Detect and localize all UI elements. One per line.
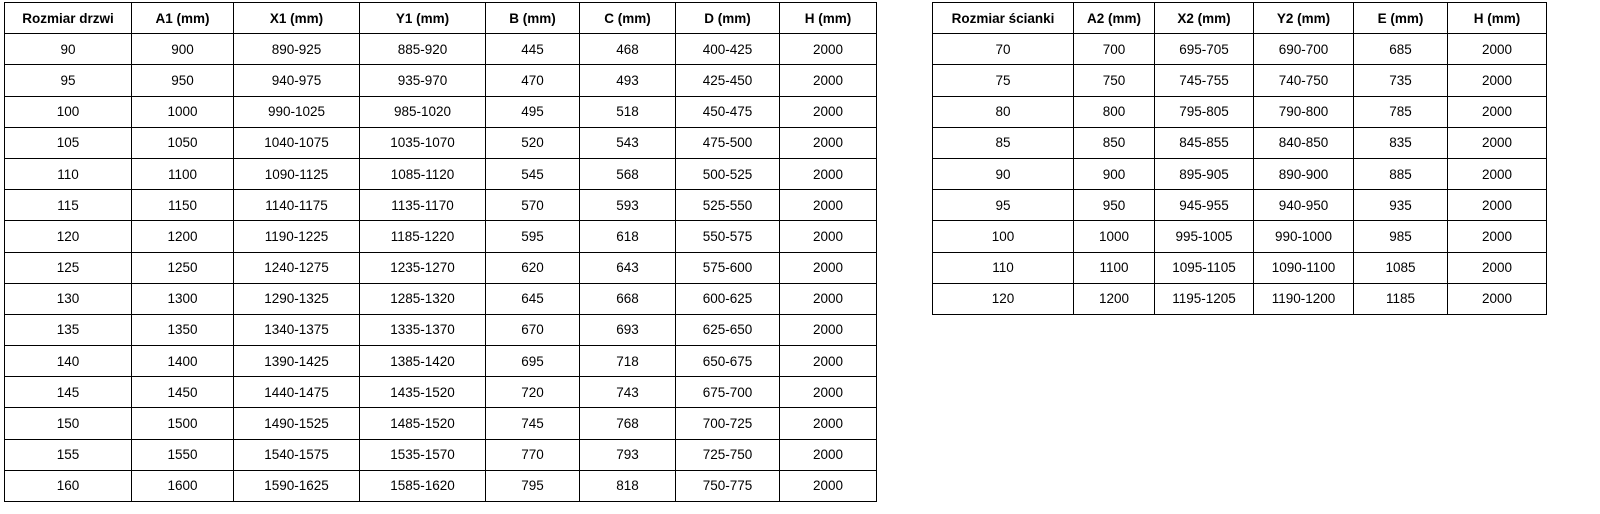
- wall-column-header: X2 (mm): [1155, 3, 1254, 34]
- wall-cell: 1100: [1074, 252, 1155, 283]
- table-row: [5, 221, 877, 252]
- door-cell: 400-425: [676, 34, 780, 65]
- door-cell: 445: [486, 34, 580, 65]
- door-cell: 725-750: [676, 439, 780, 470]
- wall-cell: 1090-1100: [1254, 252, 1354, 283]
- door-cell: 1550: [132, 439, 234, 470]
- door-cell: 1000: [132, 96, 234, 127]
- wall-cell: 750: [1074, 65, 1155, 96]
- table-row: [933, 127, 1547, 158]
- table-row: [933, 158, 1547, 189]
- wall-cell: 985: [1354, 221, 1448, 252]
- table-row: [933, 283, 1547, 314]
- door-column-header: B (mm): [486, 3, 580, 34]
- door-cell: 600-625: [676, 283, 780, 314]
- wall-cell: 840-850: [1254, 127, 1354, 158]
- door-cell: 625-650: [676, 314, 780, 345]
- door-cell: 720: [486, 377, 580, 408]
- wall-cell: 2000: [1448, 158, 1547, 189]
- door-cell: 2000: [780, 408, 877, 439]
- wall-cell: 110: [933, 252, 1074, 283]
- door-cell: 645: [486, 283, 580, 314]
- wall-cell: 685: [1354, 34, 1448, 65]
- wall-cell: 790-800: [1254, 96, 1354, 127]
- table-row: [5, 190, 877, 221]
- door-cell: 675-700: [676, 377, 780, 408]
- wall-column-header: E (mm): [1354, 3, 1448, 34]
- door-column-header: A1 (mm): [132, 3, 234, 34]
- door-cell: 1085-1120: [360, 158, 486, 189]
- door-cell: 900: [132, 34, 234, 65]
- wall-cell: 800: [1074, 96, 1155, 127]
- wall-cell: 740-750: [1254, 65, 1354, 96]
- door-cell: 145: [5, 377, 132, 408]
- door-cell: 160: [5, 470, 132, 501]
- table-row: [5, 283, 877, 314]
- table-row: [5, 377, 877, 408]
- door-cell: 2000: [780, 252, 877, 283]
- wall-cell: 695-705: [1155, 34, 1254, 65]
- door-cell: 545: [486, 158, 580, 189]
- door-cell: 105: [5, 127, 132, 158]
- wall-cell: 2000: [1448, 252, 1547, 283]
- wall-cell: 835: [1354, 127, 1448, 158]
- door-cell: 140: [5, 346, 132, 377]
- door-cell: 110: [5, 158, 132, 189]
- door-cell: 135: [5, 314, 132, 345]
- wall-cell: 100: [933, 221, 1074, 252]
- door-cell: 1200: [132, 221, 234, 252]
- door-cell: 1050: [132, 127, 234, 158]
- door-cell: 620: [486, 252, 580, 283]
- door-cell: 1150: [132, 190, 234, 221]
- wall-cell: 120: [933, 283, 1074, 314]
- door-cell: 793: [580, 439, 676, 470]
- door-cell: 1100: [132, 158, 234, 189]
- wall-column-header: Rozmiar ścianki: [933, 3, 1074, 34]
- door-cell: 890-925: [234, 34, 360, 65]
- door-cell: 990-1025: [234, 96, 360, 127]
- wall-cell: 795-805: [1155, 96, 1254, 127]
- door-cell: 500-525: [676, 158, 780, 189]
- door-cell: 1350: [132, 314, 234, 345]
- table-row: [5, 96, 877, 127]
- wall-cell: 735: [1354, 65, 1448, 96]
- table-row: [933, 252, 1547, 283]
- door-cell: 670: [486, 314, 580, 345]
- wall-panel-size-table: [932, 2, 1547, 315]
- door-cell: 1140-1175: [234, 190, 360, 221]
- wall-cell: 90: [933, 158, 1074, 189]
- door-cell: 2000: [780, 34, 877, 65]
- door-cell: 470: [486, 65, 580, 96]
- door-cell: 115: [5, 190, 132, 221]
- door-cell: 695: [486, 346, 580, 377]
- wall-cell: 2000: [1448, 190, 1547, 221]
- table-row: [933, 34, 1547, 65]
- door-cell: 770: [486, 439, 580, 470]
- door-cell: 818: [580, 470, 676, 501]
- wall-cell: 75: [933, 65, 1074, 96]
- door-cell: 595: [486, 221, 580, 252]
- door-cell: 130: [5, 283, 132, 314]
- door-cell: 1490-1525: [234, 408, 360, 439]
- door-cell: 2000: [780, 346, 877, 377]
- door-cell: 1035-1070: [360, 127, 486, 158]
- door-cell: 1340-1375: [234, 314, 360, 345]
- door-cell: 718: [580, 346, 676, 377]
- table-row: [5, 408, 877, 439]
- wall-cell: 1200: [1074, 283, 1155, 314]
- door-cell: 1135-1170: [360, 190, 486, 221]
- door-cell: 700-725: [676, 408, 780, 439]
- table-row: [5, 470, 877, 501]
- door-cell: 2000: [780, 439, 877, 470]
- wall-cell: 2000: [1448, 96, 1547, 127]
- table-row: [5, 127, 877, 158]
- door-cell: 475-500: [676, 127, 780, 158]
- table-header-row: [933, 3, 1547, 34]
- wall-cell: 2000: [1448, 127, 1547, 158]
- door-size-table: [4, 2, 877, 502]
- door-cell: 1390-1425: [234, 346, 360, 377]
- door-cell: 1190-1225: [234, 221, 360, 252]
- door-cell: 940-975: [234, 65, 360, 96]
- door-column-header: C (mm): [580, 3, 676, 34]
- door-cell: 2000: [780, 314, 877, 345]
- door-cell: 575-600: [676, 252, 780, 283]
- wall-cell: 70: [933, 34, 1074, 65]
- wall-cell: 785: [1354, 96, 1448, 127]
- door-cell: 520: [486, 127, 580, 158]
- wall-cell: 700: [1074, 34, 1155, 65]
- door-cell: 2000: [780, 65, 877, 96]
- table-row: [5, 346, 877, 377]
- door-cell: 1585-1620: [360, 470, 486, 501]
- wall-cell: 895-905: [1155, 158, 1254, 189]
- door-cell: 1300: [132, 283, 234, 314]
- table-row: [933, 221, 1547, 252]
- door-cell: 668: [580, 283, 676, 314]
- door-cell: 550-575: [676, 221, 780, 252]
- wall-cell: 2000: [1448, 221, 1547, 252]
- door-cell: 493: [580, 65, 676, 96]
- wall-column-header: H (mm): [1448, 3, 1547, 34]
- door-cell: 1185-1220: [360, 221, 486, 252]
- door-cell: 468: [580, 34, 676, 65]
- door-cell: 2000: [780, 470, 877, 501]
- door-cell: 450-475: [676, 96, 780, 127]
- door-cell: 543: [580, 127, 676, 158]
- wall-cell: 85: [933, 127, 1074, 158]
- wall-cell: 1000: [1074, 221, 1155, 252]
- door-cell: 2000: [780, 96, 877, 127]
- door-cell: 2000: [780, 377, 877, 408]
- door-column-header: Rozmiar drzwi: [5, 3, 132, 34]
- wall-cell: 900: [1074, 158, 1155, 189]
- wall-cell: 1185: [1354, 283, 1448, 314]
- wall-cell: 745-755: [1155, 65, 1254, 96]
- table-header-row: [5, 3, 877, 34]
- door-cell: 750-775: [676, 470, 780, 501]
- door-cell: 618: [580, 221, 676, 252]
- door-cell: 100: [5, 96, 132, 127]
- wall-cell: 2000: [1448, 283, 1547, 314]
- wall-cell: 845-855: [1155, 127, 1254, 158]
- table-row: [933, 96, 1547, 127]
- door-cell: 155: [5, 439, 132, 470]
- wall-cell: 1195-1205: [1155, 283, 1254, 314]
- door-cell: 95: [5, 65, 132, 96]
- door-cell: 1500: [132, 408, 234, 439]
- door-cell: 1335-1370: [360, 314, 486, 345]
- door-cell: 1540-1575: [234, 439, 360, 470]
- door-cell: 795: [486, 470, 580, 501]
- door-cell: 1600: [132, 470, 234, 501]
- door-cell: 1590-1625: [234, 470, 360, 501]
- wall-cell: 995-1005: [1155, 221, 1254, 252]
- door-cell: 1450: [132, 377, 234, 408]
- wall-cell: 935: [1354, 190, 1448, 221]
- door-cell: 743: [580, 377, 676, 408]
- door-column-header: D (mm): [676, 3, 780, 34]
- wall-cell: 95: [933, 190, 1074, 221]
- wall-cell: 2000: [1448, 65, 1547, 96]
- wall-cell: 1095-1105: [1155, 252, 1254, 283]
- door-column-header: H (mm): [780, 3, 877, 34]
- table-row: [933, 65, 1547, 96]
- table-row: [5, 252, 877, 283]
- door-cell: 2000: [780, 283, 877, 314]
- door-cell: 885-920: [360, 34, 486, 65]
- wall-cell: 2000: [1448, 34, 1547, 65]
- wall-cell: 1085: [1354, 252, 1448, 283]
- door-cell: 1485-1520: [360, 408, 486, 439]
- door-cell: 745: [486, 408, 580, 439]
- door-cell: 768: [580, 408, 676, 439]
- door-column-header: Y1 (mm): [360, 3, 486, 34]
- door-cell: 90: [5, 34, 132, 65]
- door-cell: 2000: [780, 158, 877, 189]
- wall-cell: 690-700: [1254, 34, 1354, 65]
- door-cell: 1040-1075: [234, 127, 360, 158]
- door-cell: 2000: [780, 190, 877, 221]
- wall-cell: 80: [933, 96, 1074, 127]
- wall-cell: 945-955: [1155, 190, 1254, 221]
- door-cell: 693: [580, 314, 676, 345]
- wall-cell: 1190-1200: [1254, 283, 1354, 314]
- door-cell: 570: [486, 190, 580, 221]
- door-cell: 1285-1320: [360, 283, 486, 314]
- wall-column-header: A2 (mm): [1074, 3, 1155, 34]
- door-cell: 1535-1570: [360, 439, 486, 470]
- door-cell: 120: [5, 221, 132, 252]
- wall-cell: 950: [1074, 190, 1155, 221]
- table-row: [5, 439, 877, 470]
- door-cell: 2000: [780, 127, 877, 158]
- wall-cell: 850: [1074, 127, 1155, 158]
- door-cell: 1440-1475: [234, 377, 360, 408]
- door-cell: 1385-1420: [360, 346, 486, 377]
- table-row: [5, 65, 877, 96]
- door-cell: 985-1020: [360, 96, 486, 127]
- wall-cell: 940-950: [1254, 190, 1354, 221]
- door-column-header: X1 (mm): [234, 3, 360, 34]
- wall-cell: 890-900: [1254, 158, 1354, 189]
- table-row: [5, 158, 877, 189]
- door-cell: 1290-1325: [234, 283, 360, 314]
- door-cell: 935-970: [360, 65, 486, 96]
- door-cell: 1435-1520: [360, 377, 486, 408]
- door-cell: 495: [486, 96, 580, 127]
- door-cell: 568: [580, 158, 676, 189]
- door-cell: 2000: [780, 221, 877, 252]
- wall-cell: 990-1000: [1254, 221, 1354, 252]
- door-cell: 125: [5, 252, 132, 283]
- door-cell: 425-450: [676, 65, 780, 96]
- door-cell: 525-550: [676, 190, 780, 221]
- door-cell: 593: [580, 190, 676, 221]
- door-cell: 1240-1275: [234, 252, 360, 283]
- door-cell: 1235-1270: [360, 252, 486, 283]
- door-cell: 1400: [132, 346, 234, 377]
- wall-cell: 885: [1354, 158, 1448, 189]
- door-cell: 1090-1125: [234, 158, 360, 189]
- door-cell: 650-675: [676, 346, 780, 377]
- table-row: [5, 34, 877, 65]
- door-cell: 950: [132, 65, 234, 96]
- table-row: [5, 314, 877, 345]
- wall-column-header: Y2 (mm): [1254, 3, 1354, 34]
- door-cell: 643: [580, 252, 676, 283]
- door-cell: 1250: [132, 252, 234, 283]
- door-cell: 150: [5, 408, 132, 439]
- door-cell: 518: [580, 96, 676, 127]
- table-row: [933, 190, 1547, 221]
